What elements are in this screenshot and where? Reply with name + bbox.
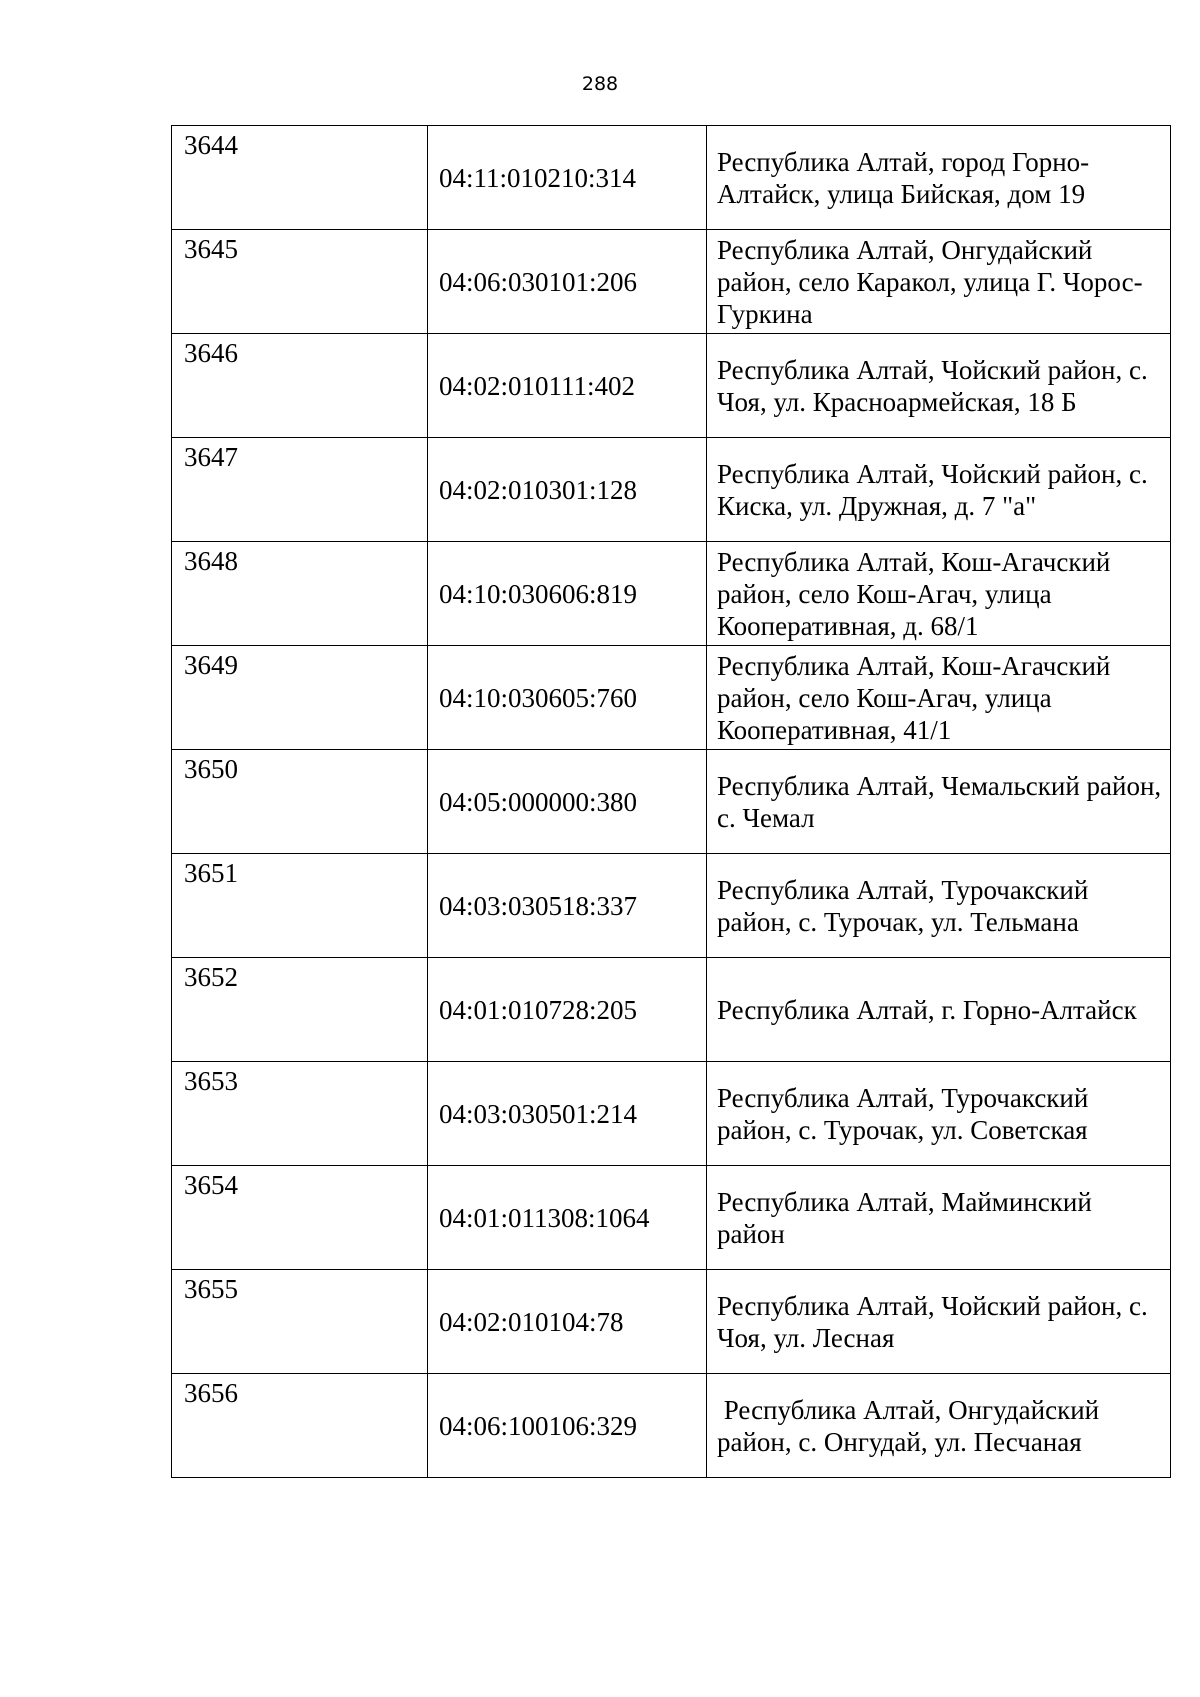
address-cell bbox=[707, 334, 1171, 438]
cadastral-number-cell bbox=[428, 126, 707, 230]
cadastral-number-cell bbox=[428, 1166, 707, 1270]
address-cell bbox=[707, 750, 1171, 854]
address-text: Республика Алтай, г. Горно-Алтайск bbox=[717, 994, 1137, 1025]
row-number-cell bbox=[172, 1374, 428, 1478]
table-row bbox=[172, 334, 1171, 438]
row-number-cell bbox=[172, 1166, 428, 1270]
cadastral-number-text: 04:10:030606:819 bbox=[439, 578, 638, 609]
row-number-text: 3655 bbox=[184, 1274, 238, 1304]
cadastral-number-cell bbox=[428, 646, 707, 750]
table-row bbox=[172, 646, 1171, 750]
row-number-text: 3650 bbox=[184, 754, 238, 784]
row-number-cell bbox=[172, 646, 428, 750]
table-row bbox=[172, 854, 1171, 958]
registry-table-body bbox=[172, 126, 1171, 1478]
table-row bbox=[172, 230, 1171, 334]
row-number-text: 3652 bbox=[184, 962, 238, 992]
cadastral-number-text: 04:02:010111:402 bbox=[439, 370, 636, 401]
cadastral-number-text: 04:10:030605:760 bbox=[439, 682, 638, 713]
address-cell bbox=[707, 230, 1171, 334]
cadastral-number-text: 04:06:100106:329 bbox=[439, 1410, 638, 1441]
cadastral-number-cell bbox=[428, 854, 707, 958]
row-number-cell bbox=[172, 334, 428, 438]
cadastral-number-text: 04:02:010301:128 bbox=[439, 474, 638, 505]
cadastral-number-cell bbox=[428, 958, 707, 1062]
row-number-text: 3646 bbox=[184, 338, 238, 368]
cadastral-number-cell bbox=[428, 542, 707, 646]
cadastral-number-cell bbox=[428, 438, 707, 542]
row-number-text: 3647 bbox=[184, 442, 238, 472]
table-row bbox=[172, 1270, 1171, 1374]
row-number-cell bbox=[172, 230, 428, 334]
registry-table bbox=[171, 125, 1171, 1478]
address-text: Республика Алтай, Турочакский район, с. Турочак, ул. Тельмана bbox=[717, 874, 1096, 937]
address-cell bbox=[707, 646, 1171, 750]
address-text: Республика Алтай, Онгудайский район, село Каракол, улица Г. Чорос-Гуркина bbox=[717, 234, 1143, 329]
row-number-text: 3648 bbox=[184, 546, 238, 576]
row-number-cell bbox=[172, 958, 428, 1062]
table-row bbox=[172, 958, 1171, 1062]
table-row bbox=[172, 1374, 1171, 1478]
table-row bbox=[172, 1166, 1171, 1270]
address-cell bbox=[707, 854, 1171, 958]
row-number-cell bbox=[172, 854, 428, 958]
address-cell bbox=[707, 1166, 1171, 1270]
cadastral-number-text: 04:03:030518:337 bbox=[439, 890, 638, 921]
cadastral-number-cell bbox=[428, 750, 707, 854]
row-number-text: 3653 bbox=[184, 1066, 238, 1096]
address-text: Республика Алтай, Кош-Агачский район, село Кош-Агач, улица Кооперативная, 41/1 bbox=[717, 650, 1118, 745]
table-row bbox=[172, 542, 1171, 646]
row-number-cell bbox=[172, 542, 428, 646]
address-cell bbox=[707, 1270, 1171, 1374]
cadastral-number-text: 04:03:030501:214 bbox=[439, 1098, 638, 1129]
row-number-cell bbox=[172, 1062, 428, 1166]
table-row bbox=[172, 438, 1171, 542]
address-cell bbox=[707, 438, 1171, 542]
cadastral-number-text: 04:01:010728:205 bbox=[439, 994, 638, 1025]
address-text: Республика Алтай, Онгудайский район, с. Онгудай, ул. Песчаная bbox=[717, 1394, 1106, 1457]
row-number-text: 3649 bbox=[184, 650, 238, 680]
table-row bbox=[172, 126, 1171, 230]
address-text: Республика Алтай, Чемальский район, с. Чемал bbox=[717, 770, 1168, 833]
address-cell bbox=[707, 1374, 1171, 1478]
cadastral-number-cell bbox=[428, 1374, 707, 1478]
cadastral-number-text: 04:01:011308:1064 bbox=[439, 1202, 650, 1233]
row-number-cell bbox=[172, 126, 428, 230]
address-text: Республика Алтай, Чойский район, с. Чоя, ул. Красноармейская, 18 Б bbox=[717, 354, 1155, 417]
address-cell bbox=[707, 1062, 1171, 1166]
address-cell bbox=[707, 958, 1171, 1062]
table-row bbox=[172, 750, 1171, 854]
address-text: Республика Алтай, город Горно-Алтайск, улица Бийская, дом 19 bbox=[717, 146, 1090, 209]
row-number-text: 3656 bbox=[184, 1378, 238, 1408]
address-text: Республика Алтай, Чойский район, с. Киска, ул. Дружная, д. 7 "а" bbox=[717, 458, 1155, 521]
cadastral-number-cell bbox=[428, 334, 707, 438]
address-text: Республика Алтай, Кош-Агачский район, село Кош-Агач, улица Кооперативная, д. 68/1 bbox=[717, 546, 1118, 641]
row-number-text: 3651 bbox=[184, 858, 238, 888]
row-number-text: 3645 bbox=[184, 234, 238, 264]
cadastral-number-text: 04:02:010104:78 bbox=[439, 1306, 624, 1337]
cadastral-number-cell bbox=[428, 1270, 707, 1374]
row-number-cell bbox=[172, 1270, 428, 1374]
page-number: 288 bbox=[581, 73, 619, 95]
row-number-text: 3644 bbox=[184, 130, 238, 160]
table-row bbox=[172, 1062, 1171, 1166]
address-text: Республика Алтай, Майминский район bbox=[717, 1186, 1099, 1249]
row-number-text: 3654 bbox=[184, 1170, 238, 1200]
address-text: Республика Алтай, Турочакский район, с. Турочак, ул. Советская bbox=[717, 1082, 1096, 1145]
cadastral-number-text: 04:05:000000:380 bbox=[439, 786, 638, 817]
cadastral-number-cell bbox=[428, 230, 707, 334]
address-text: Республика Алтай, Чойский район, с. Чоя, ул. Лесная bbox=[717, 1290, 1155, 1353]
row-number-cell bbox=[172, 750, 428, 854]
row-number-cell bbox=[172, 438, 428, 542]
cadastral-number-cell bbox=[428, 1062, 707, 1166]
address-cell bbox=[707, 542, 1171, 646]
address-cell bbox=[707, 126, 1171, 230]
cadastral-number-text: 04:11:010210:314 bbox=[439, 162, 637, 193]
cadastral-number-text: 04:06:030101:206 bbox=[439, 266, 638, 297]
